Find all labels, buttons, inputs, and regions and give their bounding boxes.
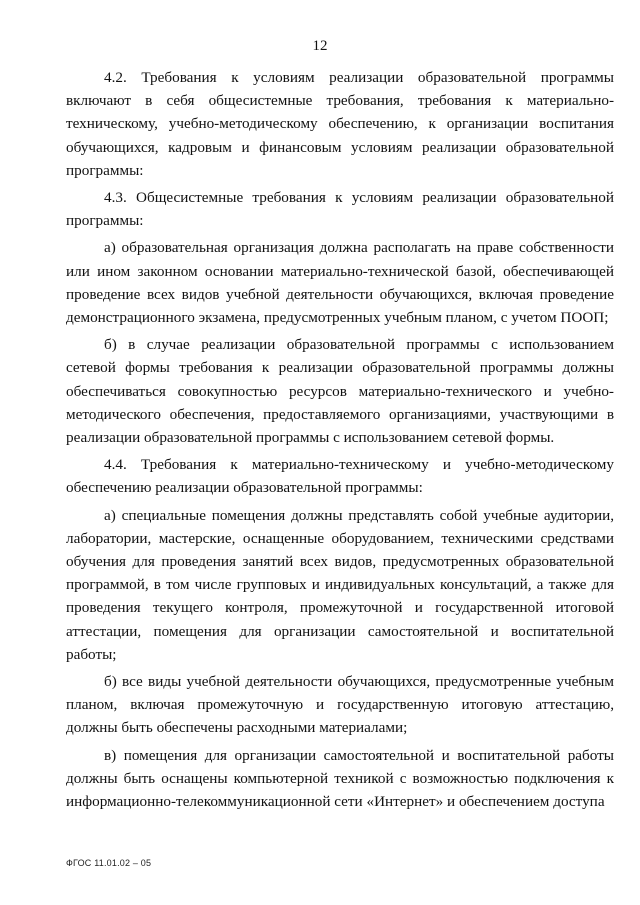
paragraph-4-4-c: в) помещения для организации самостоятельной и воспитательной работы должны быть оснащены компьютерной техникой с возможностью подключения к информационно-телекоммуникационной сети «Интернет» и обеспечением доступа: [66, 746, 614, 811]
document-body: [66, 66, 614, 817]
paragraph-4-3: 4.3. Общесистемные требования к условиям реализации образовательной программы:: [66, 189, 614, 230]
page-number: 12: [312, 38, 328, 54]
footer-standard-code: ФГОС 11.01.02 – 05: [66, 858, 152, 868]
paragraph-4-2: 4.2. Требования к условиям реализации образовательной программы включают в себя общесистемные требования, требования к материально-техническому, учебно-методическому обеспечению, к организации воспитания обучающихся, кадровым и финансовым условиям реализации образовательной программы:: [66, 69, 614, 179]
paragraph-4-3-a: а) образовательная организация должна располагать на праве собственности или ином законном основании материально-технической базой, обеспечивающей проведение всех видов учебной деятельности обучающихся, включая проведение демонстрационного экзамена, предусмотренных учебным планом, с учетом ПООП;: [66, 239, 614, 327]
paragraph-4-4: 4.4. Требования к материально-техническому и учебно-методическому обеспечению реализации образовательной программы:: [66, 456, 614, 497]
paragraph-4-4-a: а) специальные помещения должны представлять собой учебные аудитории, лаборатории, мастерские, оснащенные оборудованием, техническими средствами обучения для проведения занятий всех видов, предусмотренных образовательной программой, в том числе групповых и индивидуальных консультаций, а также для проведения текущего контроля, промежуточной и государственной итоговой аттестации, помещения для организации самостоятельной и воспитательной работы;: [66, 506, 614, 663]
paragraph-4-3-b: б) в случае реализации образовательной программы с использованием сетевой формы требования к реализации образовательной программы должны обеспечиваться совокупностью ресурсов материально-технического и учебно-методического обеспечения, предоставляемого организациями, участвующими в реализации образовательной программы с использованием сетевой формы.: [66, 336, 614, 447]
paragraph-4-4-b: б) все виды учебной деятельности обучающихся, предусмотренные учебным планом, включая промежуточную и государственную итоговую аттестацию, должны быть обеспечены расходными материалами;: [66, 673, 614, 737]
